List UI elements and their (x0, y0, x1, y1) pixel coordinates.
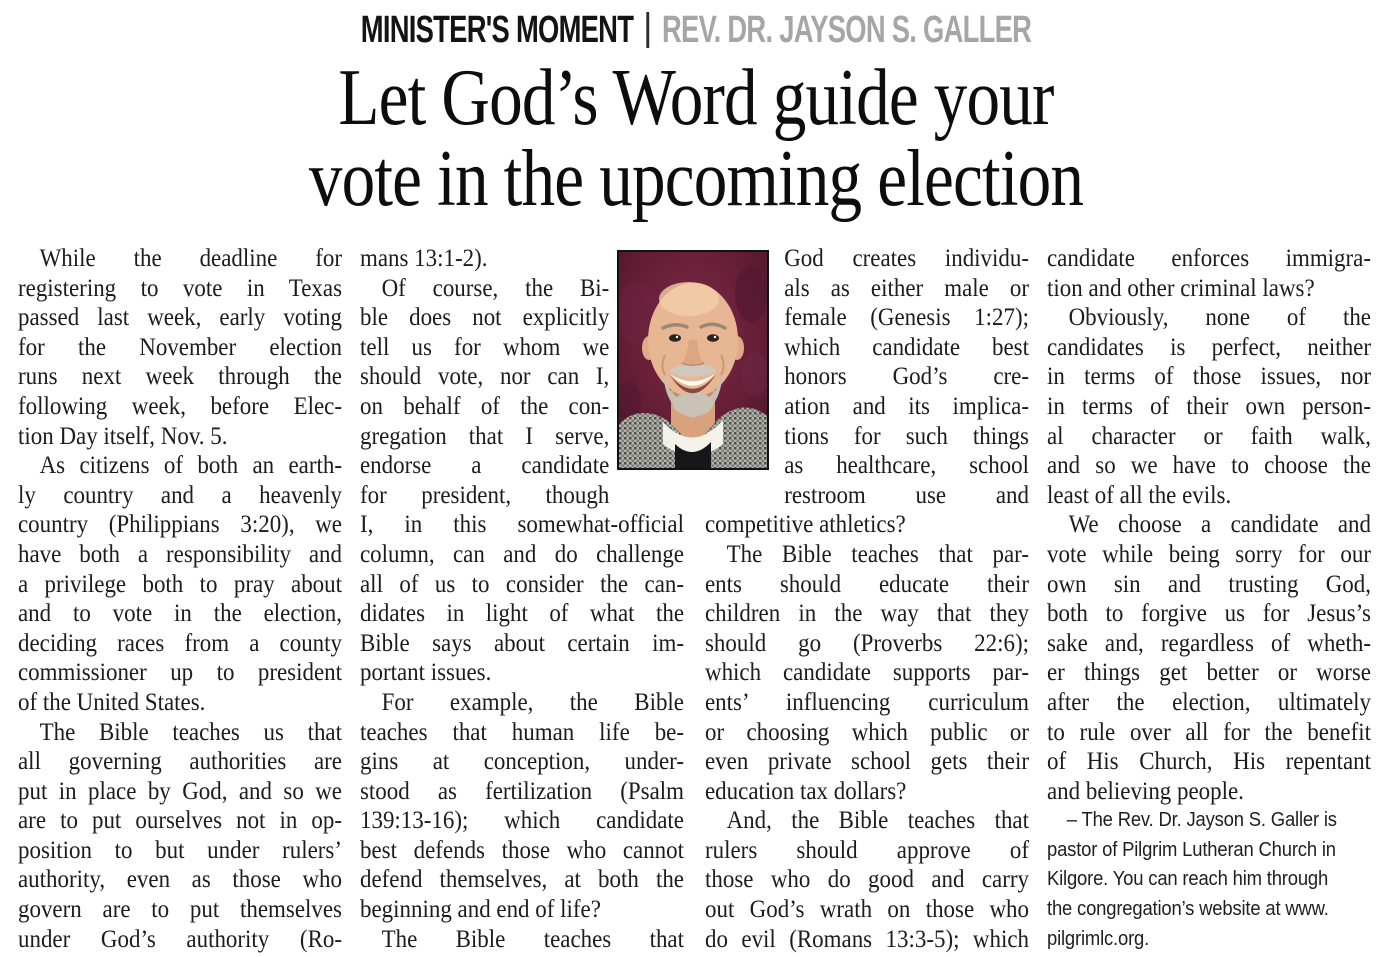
body-text-line: education tax dollars? (705, 775, 907, 805)
body-text-line: own sin and trusting God, (1047, 568, 1371, 598)
body-text-line: Bible says about certain im- (360, 627, 684, 657)
body-text-line: ents should educate their (705, 568, 1029, 598)
body-text-line: While the deadline for (39, 243, 342, 272)
body-text-line: For example, the Bible (381, 686, 684, 716)
kicker (195, 10, 1197, 50)
portrait-photo (617, 250, 769, 470)
body-text-line: all of us to consider the can- (360, 568, 684, 598)
body-text-line: didates in light of what the (360, 598, 684, 628)
body-text-line: tell us for whom we (360, 331, 610, 361)
body-text-line: stood as fertilization (Psalm (360, 775, 684, 805)
body-text-line: We choose a candidate and (1068, 509, 1371, 539)
body-text-line: have both a responsibility and (18, 538, 342, 568)
body-text-line: which candidate supports par- (705, 657, 1029, 687)
tagline-text-line: the congregation’s website at www. (1047, 897, 1329, 921)
body-text-line: out God’s wrath on those who (705, 894, 1029, 924)
body-text-line: The Bible teaches that (381, 923, 684, 953)
body-text-line: ly country and a heavenly (18, 479, 342, 509)
body-text-line: children in the way that they (705, 598, 1029, 628)
body-text-line: 139:13-16); which candidate (360, 805, 684, 835)
body-text-line: ble does not explicitly (360, 302, 610, 332)
body-text-line: tion Day itself, Nov. 5. (18, 420, 228, 450)
portrait-illustration (619, 252, 767, 468)
article-column-1 (18, 243, 342, 953)
body-text-line: and to vote in the election, (18, 598, 342, 628)
body-text-line: should vote, nor can I, (360, 361, 610, 391)
body-text-line: Of course, the Bi- (381, 272, 610, 302)
body-text-line: candidate enforces immigra- (1047, 243, 1371, 272)
body-text-line: teaches that human life be- (360, 716, 684, 746)
body-text-line: as healthcare, school (784, 450, 1029, 480)
headline-line-2: vote in the upcoming election (308, 135, 1084, 223)
article-column-4 (1047, 243, 1371, 953)
body-text-line: The Bible teaches us that (39, 716, 342, 746)
body-text-line: gins at conception, under- (360, 746, 684, 776)
body-text-line: after the election, ultimately (1047, 686, 1371, 716)
body-text-line: I, in this somewhat-official (360, 509, 684, 539)
tagline-text-line: pastor of Pilgrim Lutheran Church in (1047, 837, 1336, 861)
body-text-line: under God’s authority (Ro- (18, 923, 342, 953)
body-text-line: And, the Bible teaches that (726, 805, 1029, 835)
body-text-line: endorse a candidate (360, 450, 610, 480)
body-text-line: and believing people. (1047, 775, 1244, 805)
headline-line-1: Let God’s Word guide your (338, 54, 1054, 142)
body-text-line: following week, before Elec- (18, 390, 342, 420)
body-text-line: position to but under rulers’ (18, 834, 342, 864)
body-text-line: put in place by God, and so we (18, 775, 342, 805)
body-text-line: restroom use and (784, 479, 1029, 509)
body-text-line: to rule over all for the benefit (1047, 716, 1371, 746)
body-text-line: both to forgive us for Jesus’s (1047, 598, 1371, 628)
body-text-line: portant issues. (360, 657, 492, 687)
body-text-line: defend themselves, at both the (360, 864, 684, 894)
body-text-line: all governing authorities are (18, 746, 342, 776)
body-text-line: deciding races from a county (18, 627, 342, 657)
kicker-divider (646, 12, 649, 48)
body-text-line: The Bible teaches that par- (726, 538, 1029, 568)
body-text-line: in terms of those issues, nor (1047, 361, 1371, 391)
body-text-line: a privilege both to pray about (18, 568, 342, 598)
body-text-line: or choosing which public or (705, 716, 1029, 746)
body-text-line: least of all the evils. (1047, 479, 1232, 509)
body-text-line: beginning and end of life? (360, 894, 601, 924)
body-text-line: As citizens of both an earth- (39, 450, 342, 480)
body-text-line: ation and its implica- (784, 390, 1029, 420)
body-text-line: runs next week through the (18, 361, 342, 391)
body-text-line: for the November election (18, 331, 342, 361)
body-text-line: candidates is perfect, neither (1047, 331, 1371, 361)
body-text-line: in terms of their own person- (1047, 390, 1371, 420)
body-text-line: passed last week, early voting (18, 302, 342, 332)
body-text-line: gregation that I serve, (360, 420, 610, 450)
body-text-line: those who do good and carry (705, 864, 1029, 894)
body-text-line: rulers should approve of (705, 834, 1029, 864)
body-text-line: column, can and do challenge (360, 538, 684, 568)
body-text-line: female (Genesis 1:27); (784, 302, 1029, 332)
body-text-line: best defends those who cannot (360, 834, 684, 864)
body-text-line: of the United States. (18, 686, 206, 716)
kicker-column-title: MINISTER'S MOMENT (360, 9, 634, 51)
body-text-line: authority, even as those who (18, 864, 342, 894)
body-text-line: vote while being sorry for our (1047, 538, 1371, 568)
body-text-line: which candidate best (784, 331, 1029, 361)
body-text-line: mans 13:1-2). (360, 243, 488, 272)
body-text-line: should go (Proverbs 22:6); (705, 627, 1029, 657)
body-text-line: honors God’s cre- (784, 361, 1029, 391)
body-text-line: tion and other criminal laws? (1047, 272, 1315, 302)
tagline-text-line: Kilgore. You can reach him through (1047, 867, 1329, 891)
body-text-line: for president, though (360, 479, 610, 509)
body-text-line: al character or faith walk, (1047, 420, 1371, 450)
body-text-line: are to put ourselves not in op- (18, 805, 342, 835)
body-text-line: ents’ influencing curriculum (705, 686, 1029, 716)
body-text-line: sake and, regardless of wheth- (1047, 627, 1371, 657)
body-text-line: country (Philippians 3:20), we (18, 509, 342, 539)
body-text-line: registering to vote in Texas (18, 272, 342, 302)
body-text-line: do evil (Romans 13:3-5); which (705, 923, 1029, 953)
body-text-line: and so we have to choose the (1047, 450, 1371, 480)
tagline-text-line: – The Rev. Dr. Jayson S. Galler is (1066, 808, 1337, 832)
headline (111, 54, 1280, 223)
body-text-line: of His Church, His repentant (1047, 746, 1371, 776)
body-text-line: God creates individu- (784, 243, 1029, 272)
body-text-line: als as either male or (784, 272, 1029, 302)
body-text-line: Obviously, none of the (1068, 302, 1371, 332)
tagline-text-line: pilgrimlc.org. (1047, 926, 1150, 950)
body-text-line: tions for such things (784, 420, 1029, 450)
kicker-author: REV. DR. JAYSON S. GALLER (662, 9, 1032, 51)
body-text-line: on behalf of the con- (360, 390, 610, 420)
body-text-line: govern are to put themselves (18, 894, 342, 924)
body-text-line: er things get better or worse (1047, 657, 1371, 687)
body-text-line: even private school gets their (705, 746, 1029, 776)
body-text-line: commissioner up to president (18, 657, 342, 687)
body-text-line: competitive athletics? (705, 509, 906, 539)
